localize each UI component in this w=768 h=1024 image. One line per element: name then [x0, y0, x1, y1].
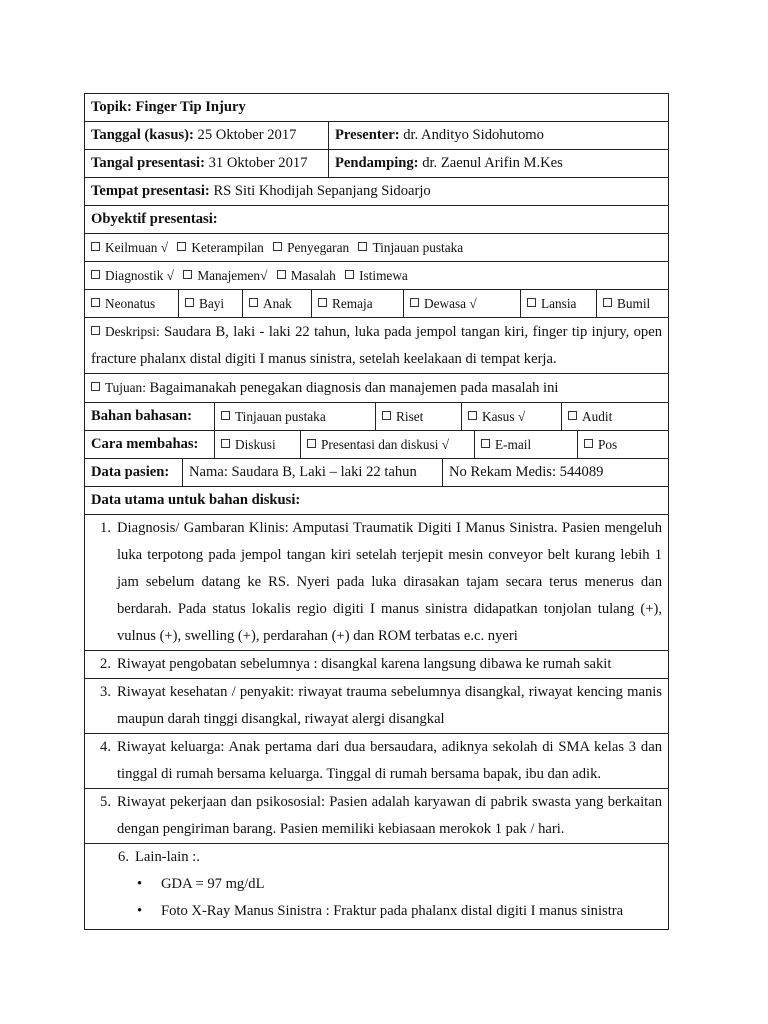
item-text: Diagnosis/ Gambaran Klinis: Amputasi Traumatik Digiti I Manus Sinistra. Pasien mengeluh luka terpotong pada jempol tangan kiri setelah terjepit mesin conveyor belt kurang lebih 1 jam sebelum datang ke RS. Nyeri pada luka dirasakan tajam secara terus menerus dan berdarah. Pada status lokalis regio digiti I manus sinistra didapatkan tonjolan tulang (+), vulnus (+), swelling (+), perdarahan (+) dan ROM terbatas e.c. nyeri — [117, 520, 662, 644]
checkbox-icon — [91, 382, 100, 391]
row-item-4 — [84, 734, 669, 789]
option-bumil[interactable]: Bumil — [596, 290, 668, 317]
tempat-value: RS Siti Khodijah Sepanjang Sidoarjo — [213, 183, 431, 199]
tanggal-presentasi-value: 31 Oktober 2017 — [208, 155, 308, 171]
bahan-label: Bahan bahasan: — [91, 408, 192, 424]
tujuan-value: Bagaimanakah penegakan diagnosis dan manajemen pada masalah ini — [149, 380, 559, 396]
option-lansia[interactable]: Lansia — [520, 290, 596, 317]
option-kasus[interactable]: Kasus √ — [461, 403, 561, 430]
row-tujuan — [84, 374, 669, 403]
option-tinjauan-pustaka[interactable]: Tinjauan pustaka — [358, 240, 463, 255]
item-text: Riwayat pekerjaan dan psikososial: Pasien adalah karyawan di pabrik swasta yang berkaitan dengan pengiriman barang. Pasien memiliki kebiasaan merokok 1 pak / hari. — [117, 794, 662, 837]
bullet-text: GDA = 97 mg/dL — [161, 876, 265, 892]
checkbox-icon — [249, 298, 258, 307]
checkbox-icon — [410, 298, 419, 307]
item-text: Riwayat kesehatan / penyakit: riwayat trauma sebelumnya disangkal, riwayat kencing manis maupun darah tinggi disangkal, riwayat alergi disangkal — [117, 684, 662, 727]
option-istimewa[interactable]: Istimewa — [345, 268, 408, 283]
item-number: 6. — [118, 849, 129, 865]
pendamping-label: Pendamping: — [335, 155, 419, 171]
row-data-pasien — [84, 459, 669, 487]
row-item-6 — [84, 844, 669, 930]
item-text: Riwayat keluarga: Anak pertama dari dua bersaudara, adiknya sekolah di SMA kelas 3 dan tinggal di rumah bersama keluarga. Tinggal di rumah bersama bapak, ibu dan adik. — [117, 739, 662, 782]
option-riset[interactable]: Riset — [375, 403, 461, 430]
item-number: 4. — [100, 739, 111, 755]
list-item — [85, 515, 668, 650]
row-obyektif-options-2 — [84, 262, 669, 290]
data-pasien-nama: Nama: Saudara B, Laki – laki 22 tahun — [182, 459, 442, 486]
option-anak[interactable]: Anak — [242, 290, 311, 317]
tempat-label: Tempat presentasi: — [91, 183, 210, 199]
row-obyektif-options-1 — [84, 234, 669, 262]
presenter-value: dr. Andityo Sidohutomo — [403, 127, 544, 143]
list-item — [85, 844, 668, 871]
obyektif-label: Obyektif presentasi: — [91, 211, 218, 227]
deskripsi-label: Deskripsi: — [91, 324, 160, 339]
option-audit[interactable]: Audit — [561, 403, 668, 430]
checkbox-icon — [468, 411, 477, 420]
row-item-2 — [84, 651, 669, 679]
checkbox-icon — [183, 270, 192, 279]
checkbox-icon — [91, 270, 100, 279]
checkbox-icon — [382, 411, 391, 420]
bullet-icon: • — [137, 876, 143, 892]
row-cara — [84, 431, 669, 459]
list-item — [85, 789, 668, 843]
item-number: 5. — [100, 794, 111, 810]
bullet-item — [85, 898, 668, 925]
checkbox-icon — [603, 298, 612, 307]
checkbox-icon — [185, 298, 194, 307]
document-table — [84, 93, 669, 930]
option-pos[interactable]: Pos — [577, 431, 668, 458]
checkbox-icon — [221, 411, 230, 420]
option-masalah[interactable]: Masalah — [277, 268, 336, 283]
row-obyektif — [84, 206, 669, 234]
checkbox-icon — [345, 270, 354, 279]
data-utama-label: Data utama untuk bahan diskusi: — [91, 492, 301, 508]
row-kelompok — [84, 290, 669, 318]
deskripsi-value: Saudara B, laki - laki 22 tahun, luka pada jempol tangan kiri, finger tip injury, open fracture phalanx distal digiti I manus sinistra, setelah keelakaan di tempat kerja. — [91, 324, 662, 367]
option-diskusi[interactable]: Diskusi — [214, 431, 300, 458]
checkbox-icon — [91, 242, 100, 251]
option-bahan-tinjauan[interactable]: Tinjauan pustaka — [214, 403, 375, 430]
option-keterampilan[interactable]: Keterampilan — [177, 240, 263, 255]
pendamping-value: dr. Zaenul Arifin M.Kes — [422, 155, 563, 171]
list-item — [85, 679, 668, 733]
tanggal-label: Tanggal (kasus): — [91, 127, 194, 143]
bullet-item — [85, 871, 668, 898]
option-diagnostik[interactable]: Diagnostik √ — [91, 268, 174, 283]
option-presentasi-diskusi[interactable]: Presentasi dan diskusi √ — [300, 431, 474, 458]
checkbox-icon — [527, 298, 536, 307]
tanggal-presentasi-label: Tangal presentasi: — [91, 155, 205, 171]
bullet-text: Foto X-Ray Manus Sinistra : Fraktur pada phalanx distal digiti I manus sinistra — [161, 903, 624, 919]
row-tanggal-presentasi — [84, 150, 669, 178]
checkbox-icon — [481, 439, 490, 448]
checkbox-icon — [584, 439, 593, 448]
row-data-utama — [84, 487, 669, 515]
option-penyegaran[interactable]: Penyegaran — [273, 240, 349, 255]
checkbox-icon — [273, 242, 282, 251]
checkbox-icon — [277, 270, 286, 279]
checkbox-icon — [221, 439, 230, 448]
checkbox-icon — [568, 411, 577, 420]
option-bayi[interactable]: Bayi — [178, 290, 242, 317]
data-pasien-rekam: No Rekam Medis: 544089 — [442, 459, 668, 486]
data-pasien-label: Data pasien: — [91, 464, 170, 480]
presenter-label: Presenter: — [335, 127, 400, 143]
checkbox-icon — [91, 326, 100, 335]
row-item-3 — [84, 679, 669, 734]
option-manajemen[interactable]: Manajemen√ — [183, 268, 267, 283]
checkbox-icon — [358, 242, 367, 251]
row-topik — [84, 93, 669, 122]
option-dewasa[interactable]: Dewasa √ — [403, 290, 520, 317]
checkbox-icon — [177, 242, 186, 251]
tanggal-value: 25 Oktober 2017 — [197, 127, 297, 143]
checkbox-icon — [307, 439, 316, 448]
list-item — [85, 651, 668, 678]
row-bahan — [84, 403, 669, 431]
checkbox-icon — [318, 298, 327, 307]
row-item-1 — [84, 515, 669, 651]
tujuan-label: Tujuan: — [91, 380, 146, 395]
bullet-icon: • — [137, 903, 143, 919]
option-email[interactable]: E-mail — [474, 431, 577, 458]
list-item — [85, 734, 668, 788]
item-number: 1. — [100, 520, 111, 536]
option-remaja[interactable]: Remaja — [311, 290, 403, 317]
item-text: Riwayat pengobatan sebelumnya : disangkal karena langsung dibawa ke rumah sakit — [117, 656, 612, 672]
item-number: 2. — [100, 656, 111, 672]
topik-value: Finger Tip Injury — [135, 99, 246, 115]
option-neonatus[interactable]: Neonatus — [85, 290, 178, 317]
checkbox-icon — [91, 298, 100, 307]
option-keilmuan[interactable]: Keilmuan √ — [91, 240, 168, 255]
row-deskripsi — [84, 318, 669, 374]
cara-label: Cara membahas: — [91, 436, 199, 452]
topik-label: Topik: — [91, 99, 132, 115]
item-text: Lain-lain :. — [135, 849, 200, 865]
row-tempat — [84, 178, 669, 206]
item-number: 3. — [100, 684, 111, 700]
row-tanggal — [84, 122, 669, 150]
row-item-5 — [84, 789, 669, 844]
